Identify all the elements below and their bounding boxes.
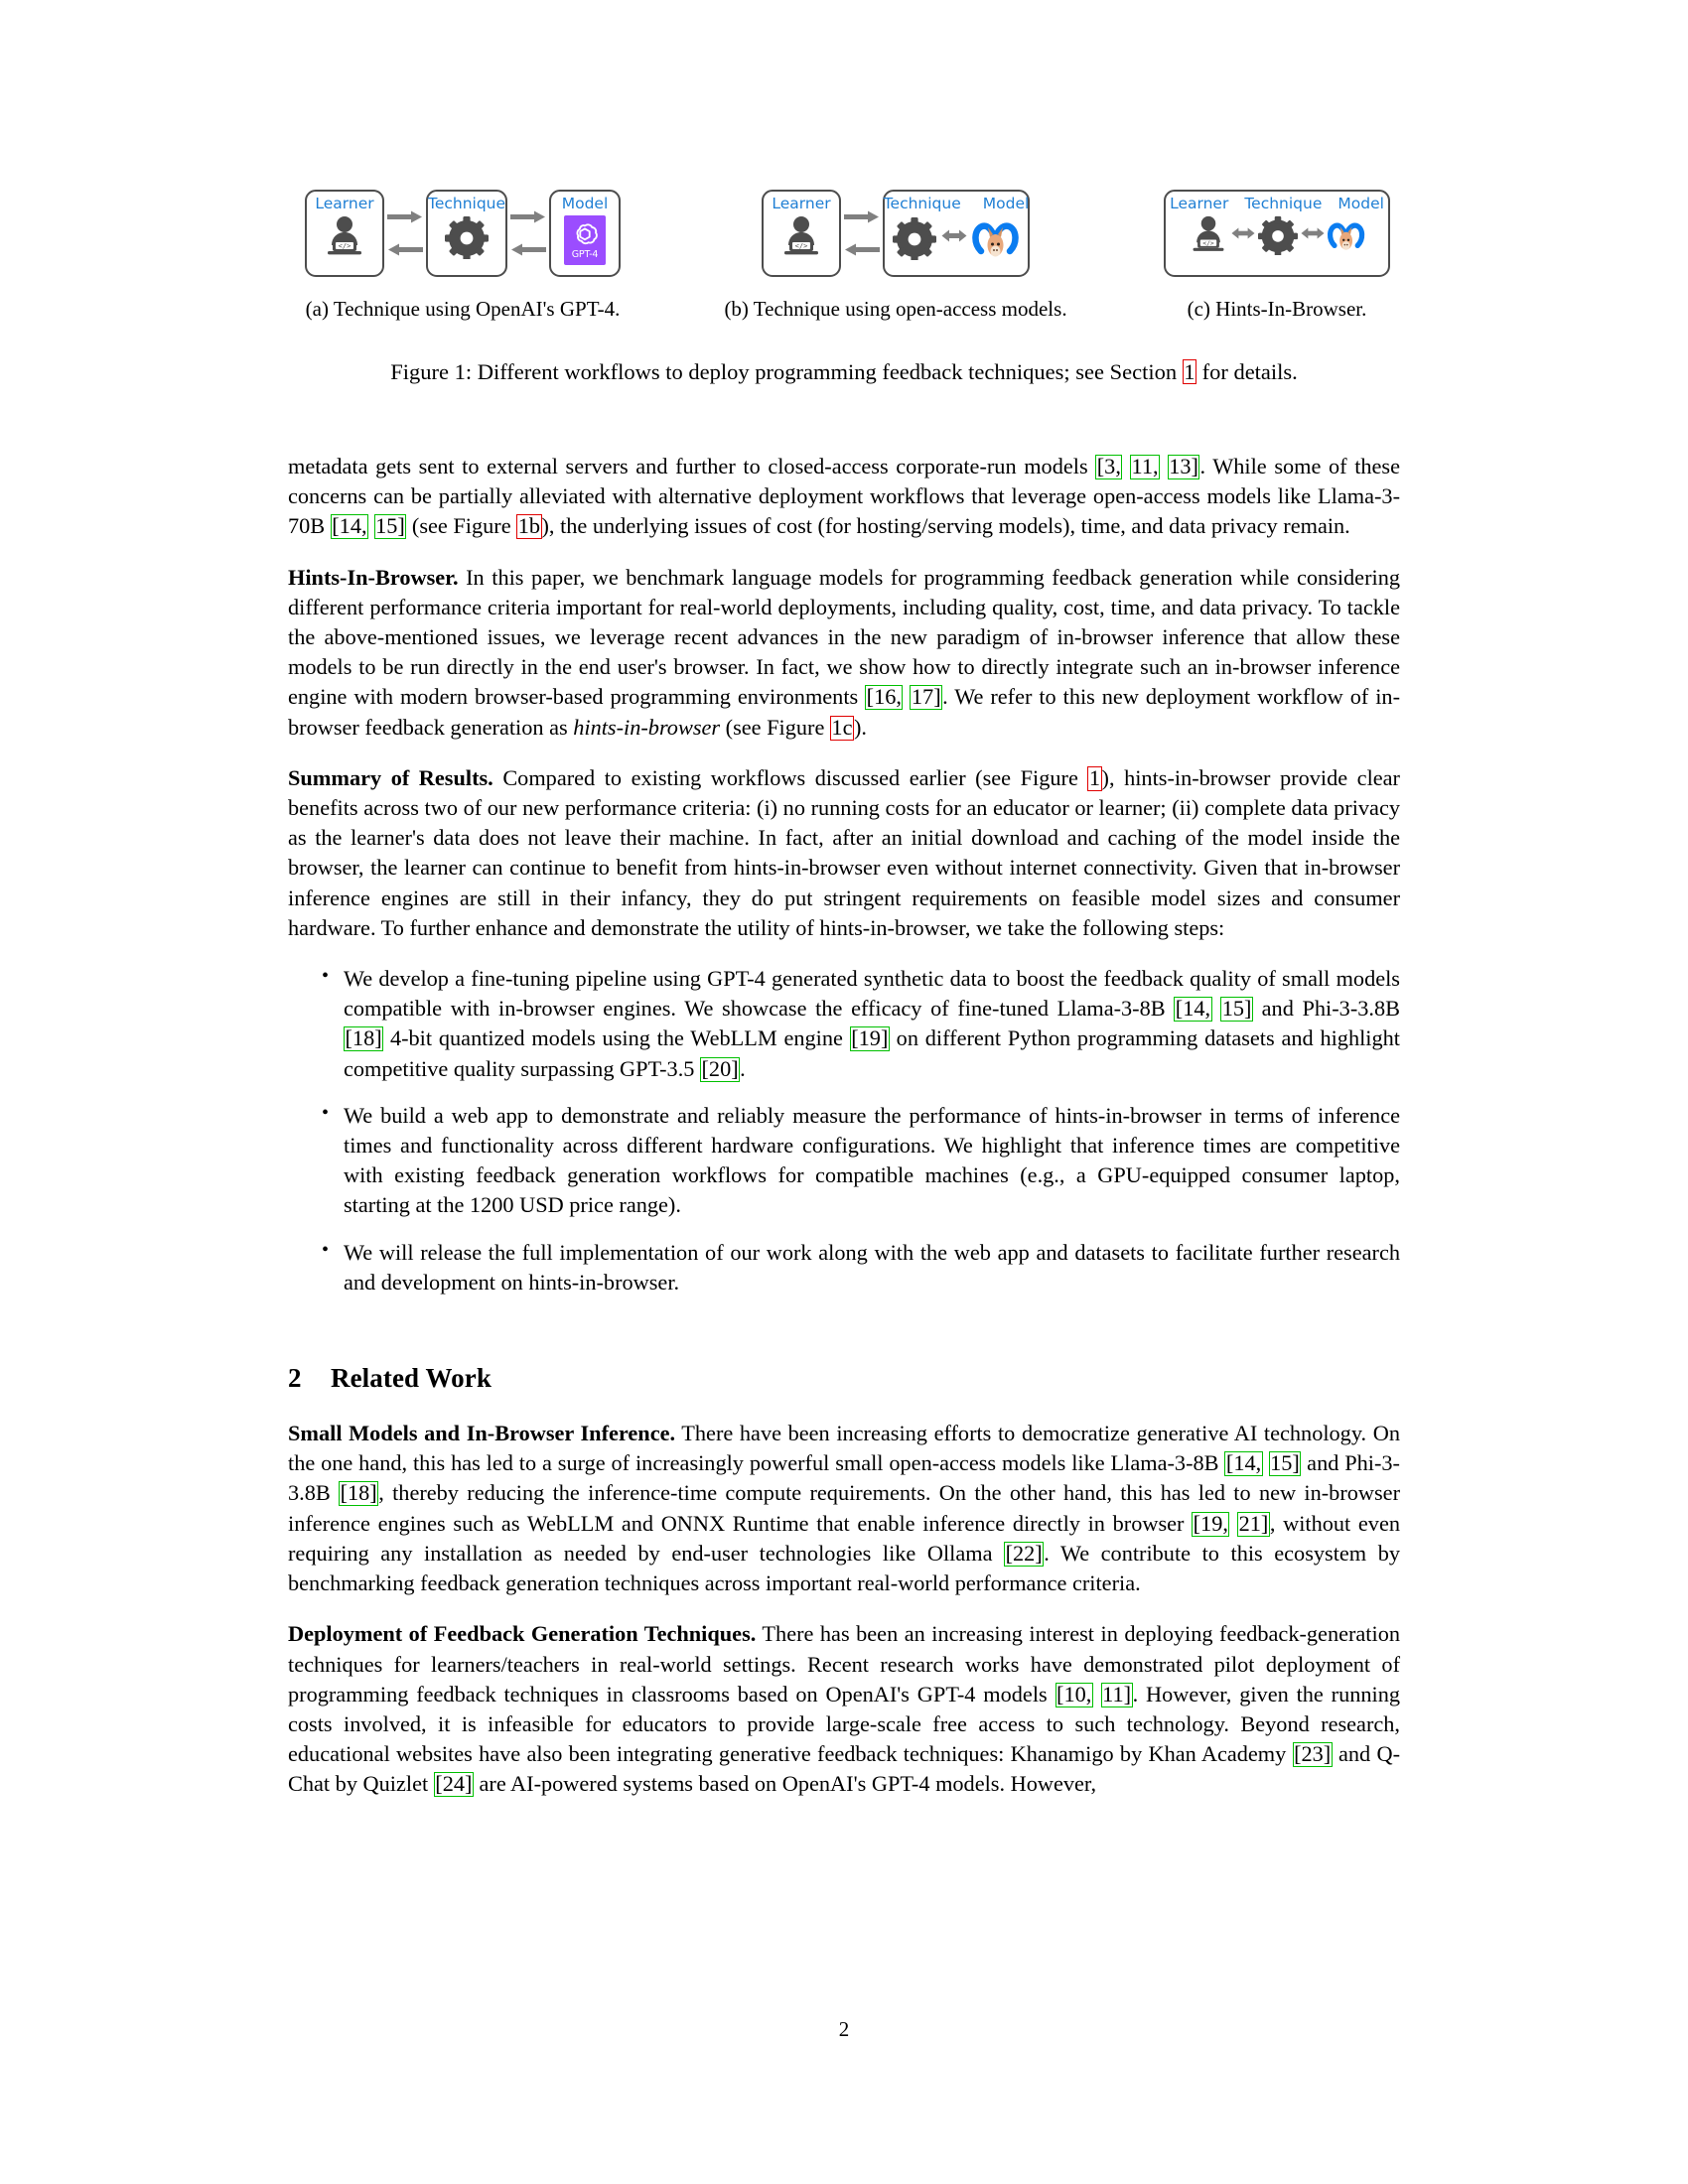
citation-link[interactable]: 11] — [1102, 1681, 1132, 1706]
list-item — [322, 1101, 1400, 1221]
section-title: Related Work — [331, 1363, 492, 1394]
text-run: We build a web app to demonstrate and reliably measure the performance of hints-in-browser in terms of inference times and functionality across different hardware configurations. We highlight that inference times are competitive with existing feedback generation workflows for compatible machines (e.g., a GPU-equipped consumer laptop, starting at the 1200 USD price range). — [344, 1102, 1400, 1218]
node-label-model: Model — [561, 195, 609, 212]
node-body — [444, 215, 490, 259]
node-label-technique: Technique — [1244, 195, 1323, 212]
learner-icon — [322, 215, 367, 259]
paragraph-lead: Hints-In-Browser. — [288, 564, 459, 590]
citation-link[interactable]: 15] — [375, 513, 405, 539]
citation-link[interactable]: [19] — [851, 1025, 889, 1051]
text-run: There have been increasing efforts to democratize generative AI technology. On the one hand, this has led to a surge of increasingly powerful small open-access models like Llama-3-8B — [288, 1421, 1400, 1476]
citation-link[interactable]: [14, — [1225, 1450, 1262, 1476]
figure-ref-link[interactable]: 1c — [831, 714, 853, 740]
citation-link[interactable]: [3, — [1096, 454, 1121, 478]
text-run: and Phi-3-3.8B — [288, 1450, 1400, 1506]
node-label-learner: Learner — [772, 195, 831, 212]
node-learner-b — [762, 190, 841, 277]
arrows-technique-model-a — [507, 210, 549, 256]
figure-1 — [288, 184, 1400, 322]
text-run: ), the underlying issues of cost (for hosting/serving models), time, and data privacy remain. — [541, 513, 1350, 539]
arrow-left-icon — [387, 243, 423, 256]
node-label-learner: Learner — [315, 195, 374, 212]
diagram-c — [1164, 184, 1390, 283]
gpt4-label: GPT-4 — [571, 248, 599, 260]
node-label-learner: Learner — [1170, 195, 1229, 212]
arrow-left-icon — [510, 243, 546, 256]
text-run: (see Figure — [720, 714, 830, 740]
text-run: We will release the full implementation of our work along with the web app and datasets to facilitate further research and development on hints-in-browser. — [344, 1239, 1400, 1295]
citation-link[interactable]: [24] — [435, 1771, 473, 1797]
node-learner-a — [305, 190, 384, 277]
gear-icon — [892, 216, 937, 260]
llama-model-icon — [1327, 216, 1366, 254]
node-label-technique: Technique — [883, 195, 961, 212]
arrow-right-icon — [844, 210, 880, 223]
text-space — [1160, 454, 1168, 478]
section-ref-link[interactable]: 1 — [1184, 359, 1196, 384]
node-label-model: Model — [1337, 195, 1384, 212]
text-run: In this paper, we benchmark language models for programming feedback generation while considering different performance criteria important for real-world deployments, including quality, cost, time, and data privacy. To tackle the above-mentioned issues, we leverage recent advances in the new paradigm of in-browser inference that allow these models to be run directly in the end user's browser. In fact, we show how to directly integrate such an in-browser inference engine with modern browser-based programming environments — [288, 564, 1400, 710]
bidirectional-arrow-icon — [1301, 226, 1325, 244]
figure-caption — [288, 357, 1400, 387]
arrow-right-icon — [387, 210, 423, 223]
section-spacer — [288, 1317, 1400, 1363]
diagram-b — [762, 184, 1030, 283]
openai-logo-icon — [571, 220, 599, 248]
citation-link[interactable]: [22] — [1005, 1540, 1043, 1566]
figure-ref-link[interactable]: 1 — [1088, 764, 1101, 790]
paragraph-lead: Summary of Results. — [288, 764, 493, 790]
citation-link[interactable]: 11, — [1131, 454, 1159, 478]
page-number: 2 — [838, 2017, 850, 2041]
text-space — [1093, 1682, 1101, 1706]
subfigure-b — [724, 184, 1067, 322]
text-run: metadata gets sent to external servers and further to closed-access corporate-run models — [288, 454, 1096, 478]
arrows-learner-technique-b — [841, 210, 883, 256]
text-run: . While some of these concerns can be partially alleviated with alternative deployment workflows that leverage open-access models like Llama-3-70B — [288, 454, 1401, 539]
emphasis-text: hints-in-browser — [573, 714, 721, 740]
paragraph-hints-in-browser — [288, 563, 1400, 743]
citation-link[interactable]: 21] — [1238, 1510, 1269, 1536]
svg-text:</>: </> — [794, 241, 808, 250]
node-body — [322, 215, 367, 259]
figure-caption-pre: Figure 1: Different workflows to deploy programming feedback techniques; see Section — [390, 359, 1183, 384]
citation-link[interactable]: [10, — [1056, 1681, 1092, 1706]
citation-link[interactable]: [18] — [340, 1480, 377, 1506]
learner-icon — [778, 215, 824, 259]
paragraph-metadata — [288, 452, 1400, 542]
text-space — [1122, 454, 1130, 478]
gear-icon — [444, 215, 490, 259]
subfigure-c — [1154, 184, 1400, 322]
list-item — [322, 964, 1400, 1084]
contributions-list — [288, 964, 1400, 1297]
text-run: . However, given the running costs involved, it is infeasible for educators to provide large-scale free access to such technology. Beyond research, educational websites have also been integrating generative feedback techniques: Khanamigo by Khan Academy — [288, 1681, 1401, 1767]
figure-caption-post: for details. — [1196, 359, 1298, 384]
learner-icon — [1188, 215, 1229, 255]
gear-icon — [1257, 215, 1299, 255]
text-run: ), hints-in-browser provide clear benefits across two of our new performance criteria: (i) no running costs for an educator or learner; (ii) complete data privacy as the learner's data does not leave their machine. In fact, after an initial download and caching of the model inside the browser, the learner can continue to benefit from hints-in-browser even without internet connectivity. Given that in-browser inference engines are still in their infancy, they do put stringent requirements on feasible model sizes and consumer hardware. To further enhance and demonstrate the utility of hints-in-browser, we take the following steps: — [288, 764, 1400, 940]
citation-link[interactable]: [20] — [701, 1055, 739, 1081]
citation-link[interactable]: [14, — [1175, 996, 1211, 1022]
citation-link[interactable]: [18] — [345, 1025, 382, 1051]
text-run: , thereby reducing the inference-time compute requirements. On the other hand, this has led to new in-browser inference engines such as WebLLM and ONNX Runtime that enable inference directly in browser — [288, 1480, 1400, 1536]
node-body — [892, 215, 1021, 261]
text-run: are AI-powered systems based on OpenAI's GPT-4 models. However, — [473, 1771, 1097, 1797]
diagram-a — [305, 184, 621, 283]
arrows-learner-technique-a — [384, 210, 426, 256]
node-labels-row — [884, 197, 1030, 215]
section-heading-related-work — [288, 1363, 1400, 1394]
paragraph-small-models — [288, 1419, 1400, 1598]
text-run: There has been an increasing interest in deploying feedback-generation techniques for learners/teachers in real-world settings. Recent research works have demonstrated pilot deployment of programming feedback techniques in classrooms based on OpenAI's GPT-4 models — [288, 1621, 1400, 1706]
svg-text:</>: </> — [1202, 239, 1214, 247]
text-run: and Q-Chat by Quizlet — [288, 1741, 1401, 1797]
text-run: . — [740, 1055, 746, 1081]
paragraph-summary-of-results — [288, 763, 1400, 943]
bidirectional-arrow-icon — [1231, 226, 1255, 244]
list-item — [322, 1238, 1400, 1297]
text-run: Compared to existing workflows discussed earlier (see Figure — [492, 764, 1088, 790]
citation-link[interactable]: 17] — [911, 684, 941, 710]
subcaption-b: (b) Technique using open-access models. — [724, 297, 1067, 321]
node-all-in-browser-c — [1164, 190, 1390, 277]
gpt4-model-tile — [564, 215, 606, 265]
citation-link[interactable]: 15] — [1270, 1450, 1300, 1476]
text-run: and Phi-3-3.8B — [1252, 996, 1400, 1022]
text-run: . We refer to this new deployment workflow of in-browser feedback generation as — [288, 684, 1401, 740]
text-space — [1212, 996, 1221, 1021]
paragraph-lead: Deployment of Feedback Generation Techniques. — [288, 1621, 757, 1647]
arrow-left-icon — [844, 243, 880, 256]
node-body — [1188, 215, 1366, 255]
bidirectional-arrow-icon — [941, 229, 967, 247]
node-label-model: Model — [982, 195, 1030, 212]
llama-model-icon — [971, 215, 1021, 261]
text-run: We develop a fine-tuning pipeline using GPT-4 generated synthetic data to boost the feedback quality of small models compatible with in-browser engines. We showcase the efficacy of fine-tuned Llama-3-8B — [344, 966, 1400, 1022]
text-space — [903, 684, 910, 709]
node-model-a — [549, 190, 621, 277]
text-run: . We contribute to this ecosystem by benchmarking feedback generation techniques across important real-world performance criteria. — [288, 1540, 1400, 1596]
text-run: 4-bit quantized models using the WebLLM engine — [383, 1025, 850, 1051]
subcaption-a: (a) Technique using OpenAI's GPT-4. — [305, 297, 621, 321]
citation-link[interactable]: [23] — [1294, 1741, 1332, 1767]
svg-text:</>: </> — [338, 241, 352, 250]
node-technique-a — [426, 190, 507, 277]
node-body — [564, 215, 606, 265]
node-label-technique: Technique — [427, 195, 506, 212]
node-labels-row — [1170, 197, 1384, 215]
body-text — [288, 452, 1400, 1800]
citation-link[interactable]: [14, — [332, 513, 367, 539]
subfigure-a — [288, 184, 637, 322]
text-space — [1229, 1511, 1237, 1536]
node-technique-model-b — [883, 190, 1030, 277]
citation-link[interactable]: 15] — [1221, 996, 1252, 1022]
text-run: , without even requiring any installation as needed by end-user technologies like Ollama — [288, 1510, 1400, 1566]
section-number: 2 — [288, 1363, 302, 1394]
figure-ref-link[interactable]: 1b — [517, 513, 540, 539]
text-run: on different Python programming datasets and highlight competitive quality surpassing GPT-3.5 — [344, 1025, 1400, 1081]
node-body — [778, 215, 824, 259]
subcaption-c: (c) Hints-In-Browser. — [1187, 297, 1367, 321]
text-run: (see Figure — [406, 513, 517, 539]
paragraph-deployment — [288, 1619, 1400, 1799]
citation-link[interactable]: [19, — [1193, 1510, 1228, 1536]
text-run: ). — [853, 714, 867, 740]
arrow-right-icon — [510, 210, 546, 223]
citation-link[interactable]: [16, — [866, 684, 902, 710]
paragraph-lead: Small Models and In-Browser Inference. — [288, 1421, 676, 1446]
citation-link[interactable]: 13] — [1169, 454, 1198, 478]
